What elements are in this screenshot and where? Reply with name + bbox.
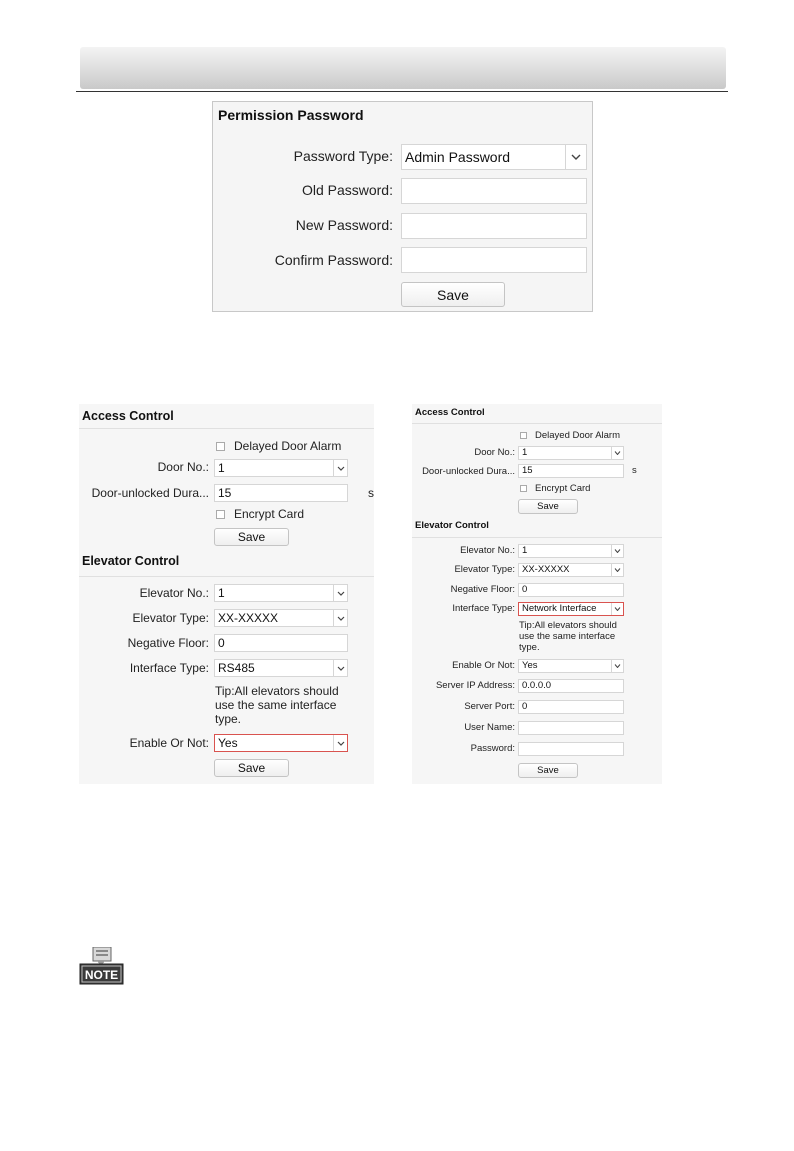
unlock-duration-label: Door-unlocked Dura... [91, 486, 209, 500]
server-port-input[interactable]: 0 [518, 700, 624, 714]
section-divider [79, 428, 374, 429]
elevator-no-label: Elevator No.: [139, 586, 209, 600]
negative-floor-input[interactable]: 0 [518, 583, 624, 597]
interface-type-value: Network Interface [522, 603, 597, 614]
elevator-type-select[interactable] [214, 609, 348, 627]
unlock-duration-input[interactable]: 15 [518, 464, 624, 478]
elevator-no-label: Elevator No.: [460, 545, 515, 556]
new-password-label: New Password: [295, 217, 393, 233]
interface-type-value: RS485 [218, 661, 255, 675]
server-port-label: Server Port: [464, 701, 515, 712]
door-no-value: 1 [218, 461, 225, 475]
enable-value: Yes [218, 736, 238, 750]
encrypt-card-checkbox[interactable] [216, 507, 304, 521]
interface-tip: Tip:All elevators should use the same interface type. [215, 684, 339, 726]
door-no-label: Door No.: [157, 460, 209, 474]
user-name-label: User Name: [464, 722, 515, 733]
elevator-save-button[interactable]: Save [518, 763, 578, 778]
old-password-input[interactable] [401, 178, 587, 204]
elevator-no-value: 1 [218, 586, 225, 600]
enable-value: Yes [522, 660, 538, 671]
rs485-config-panel [79, 404, 374, 784]
delayed-door-alarm-label: Delayed Door Alarm [234, 439, 342, 453]
panel-title: Permission Password [218, 107, 364, 123]
permission-password-panel [212, 101, 593, 312]
old-password-label: Old Password: [301, 182, 393, 198]
section-divider [412, 537, 662, 538]
section-divider [79, 576, 374, 577]
checkbox-box[interactable] [216, 442, 225, 451]
interface-tip: Tip:All elevators should use the same interface type. [519, 620, 617, 653]
encrypt-card-label: Encrypt Card [234, 507, 305, 521]
unlock-duration-label: Door-unlocked Dura... [422, 466, 515, 477]
chevron-down-icon [611, 603, 623, 615]
checkbox-box[interactable] [520, 485, 527, 492]
section-divider [412, 423, 662, 424]
server-ip-input[interactable]: 0.0.0.0 [518, 679, 624, 693]
chevron-down-icon [333, 660, 347, 676]
elevator-no-select[interactable] [214, 584, 348, 602]
password-type-select[interactable] [401, 144, 587, 170]
save-button[interactable]: Save [401, 282, 505, 307]
confirm-password-input[interactable] [401, 247, 587, 273]
negative-floor-input[interactable]: 0 [214, 634, 348, 652]
elevator-type-select[interactable] [518, 563, 624, 577]
password-type-label: Password Type: [293, 148, 393, 164]
access-control-title: Access Control [82, 409, 174, 423]
encrypt-card-checkbox[interactable] [520, 483, 590, 494]
elevator-no-value: 1 [522, 545, 528, 556]
elevator-type-value: XX-XXXXX [522, 564, 570, 575]
header-rule [76, 91, 728, 92]
network-config-panel [412, 404, 662, 784]
door-no-select[interactable] [518, 446, 624, 460]
encrypt-card-label: Encrypt Card [535, 483, 591, 494]
enable-select[interactable] [214, 734, 348, 752]
chevron-down-icon [611, 660, 623, 672]
access-control-title: Access Control [415, 407, 485, 418]
door-no-select[interactable] [214, 459, 348, 477]
elevator-type-value: XX-XXXXX [218, 611, 279, 625]
elevator-control-title: Elevator Control [415, 520, 489, 531]
seconds-unit: s [368, 486, 374, 500]
password-input[interactable] [518, 742, 624, 756]
enable-label: Enable Or Not: [129, 736, 209, 750]
elevator-type-label: Elevator Type: [132, 611, 209, 625]
elevator-no-select[interactable] [518, 544, 624, 558]
interface-type-label: Interface Type: [129, 661, 209, 675]
chevron-down-icon [333, 735, 347, 751]
enable-select[interactable] [518, 659, 624, 673]
chevron-down-icon [565, 145, 586, 169]
elevator-type-label: Elevator Type: [454, 564, 515, 575]
seconds-unit: s [632, 465, 637, 476]
checkbox-box[interactable] [520, 432, 527, 439]
interface-type-label: Interface Type: [452, 603, 515, 614]
unlock-duration-input[interactable]: 15 [214, 484, 348, 502]
access-save-button[interactable]: Save [214, 528, 289, 546]
note-icon [79, 947, 124, 985]
delayed-door-alarm-label: Delayed Door Alarm [535, 430, 621, 441]
user-name-input[interactable] [518, 721, 624, 735]
chevron-down-icon [333, 610, 347, 626]
password-type-value: Admin Password [405, 149, 511, 165]
negative-floor-label: Negative Floor: [450, 584, 515, 595]
chevron-down-icon [611, 564, 623, 576]
chevron-down-icon [611, 545, 623, 557]
enable-label: Enable Or Not: [452, 660, 515, 671]
server-ip-label: Server IP Address: [435, 680, 515, 691]
elevator-control-title: Elevator Control [82, 554, 180, 568]
page-header-bar [80, 47, 726, 89]
confirm-password-label: Confirm Password: [274, 252, 393, 268]
password-label: Password: [470, 743, 515, 754]
interface-type-select[interactable] [214, 659, 348, 677]
elevator-save-button[interactable]: Save [214, 759, 289, 777]
chevron-down-icon [611, 447, 623, 459]
interface-type-select[interactable] [518, 602, 624, 616]
chevron-down-icon [333, 585, 347, 601]
note-label: NOTE [84, 968, 119, 982]
checkbox-box[interactable] [216, 510, 225, 519]
door-no-label: Door No.: [474, 447, 515, 458]
delayed-door-alarm-checkbox[interactable] [216, 439, 341, 453]
negative-floor-label: Negative Floor: [127, 636, 209, 650]
chevron-down-icon [333, 460, 347, 476]
delayed-door-alarm-checkbox[interactable] [520, 430, 620, 441]
new-password-input[interactable] [401, 213, 587, 239]
access-save-button[interactable]: Save [518, 499, 578, 514]
door-no-value: 1 [522, 447, 528, 458]
